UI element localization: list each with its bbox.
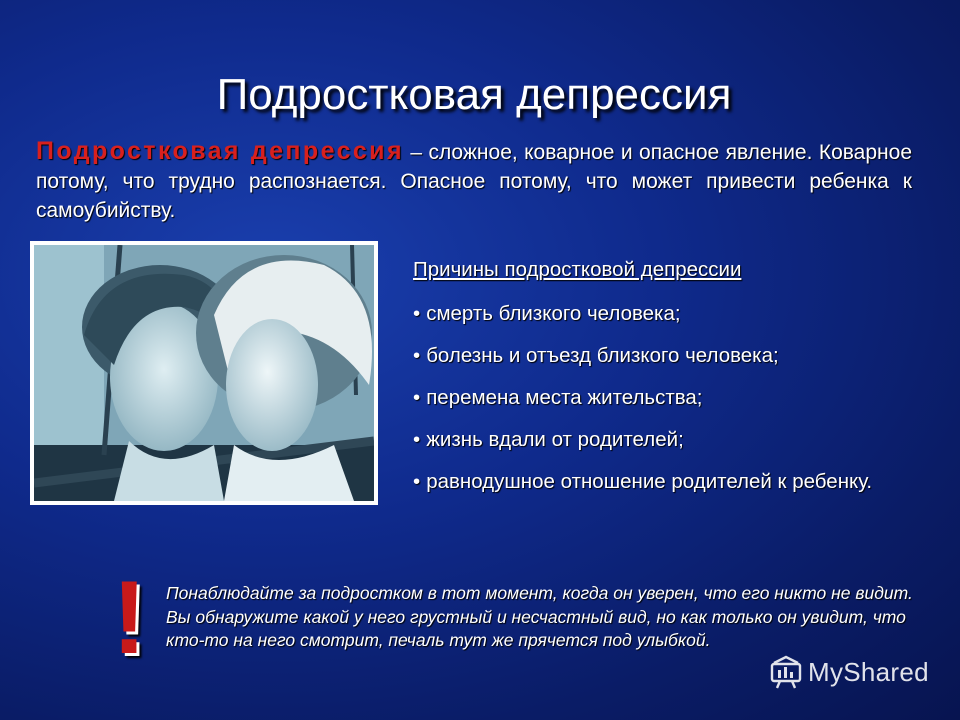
slide-title: Подростковая депрессия	[216, 70, 732, 119]
bullet-icon: •	[413, 470, 421, 493]
bullet-icon: •	[413, 302, 421, 325]
list-item-text: болезнь и отъезд близкого человека;	[426, 344, 779, 367]
causes-heading: Причины подростковой депрессии	[413, 258, 742, 281]
intro-paragraph	[36, 137, 912, 225]
watermark-text: MyShared	[808, 656, 929, 687]
causes-list	[413, 300, 873, 496]
photo-illustration	[34, 245, 374, 501]
list-item-text: равнодушное отношение родителей к ребенку.	[426, 470, 873, 493]
exclamation-icon: !	[112, 560, 147, 676]
presentation-board-icon	[768, 655, 804, 689]
list-item	[413, 468, 873, 496]
bullet-icon: •	[413, 344, 421, 367]
list-item	[413, 342, 873, 370]
list-item	[413, 426, 873, 454]
intro-term: Подростковая депрессия	[36, 137, 404, 165]
observation-note: Понаблюдайте за подростком в тот момент, когда он уверен, что его никто не видит. Вы обнаружите какой у него грустный и несчастный вид, но как только он увидит, что кто-то на него смотрит, печаль тут же прячется под улыбкой.	[166, 583, 913, 650]
photo-frame	[30, 241, 378, 505]
bullet-icon: •	[413, 428, 421, 451]
intro-text: – сложное, коварное и опасное явление. Коварное потому, что трудно распознается. Опасное потому, что может привести ребенка к самоубийству.	[36, 141, 912, 222]
watermark	[768, 650, 948, 694]
list-item-text: смерть близкого человека;	[426, 302, 681, 325]
list-item	[413, 384, 873, 412]
list-item	[413, 300, 873, 328]
causes-block	[413, 256, 873, 510]
teen-mirror-photo	[34, 245, 374, 501]
list-item-text: перемена места жительства;	[426, 386, 703, 409]
list-item-text: жизнь вдали от родителей;	[426, 428, 684, 451]
bullet-icon: •	[413, 386, 421, 409]
